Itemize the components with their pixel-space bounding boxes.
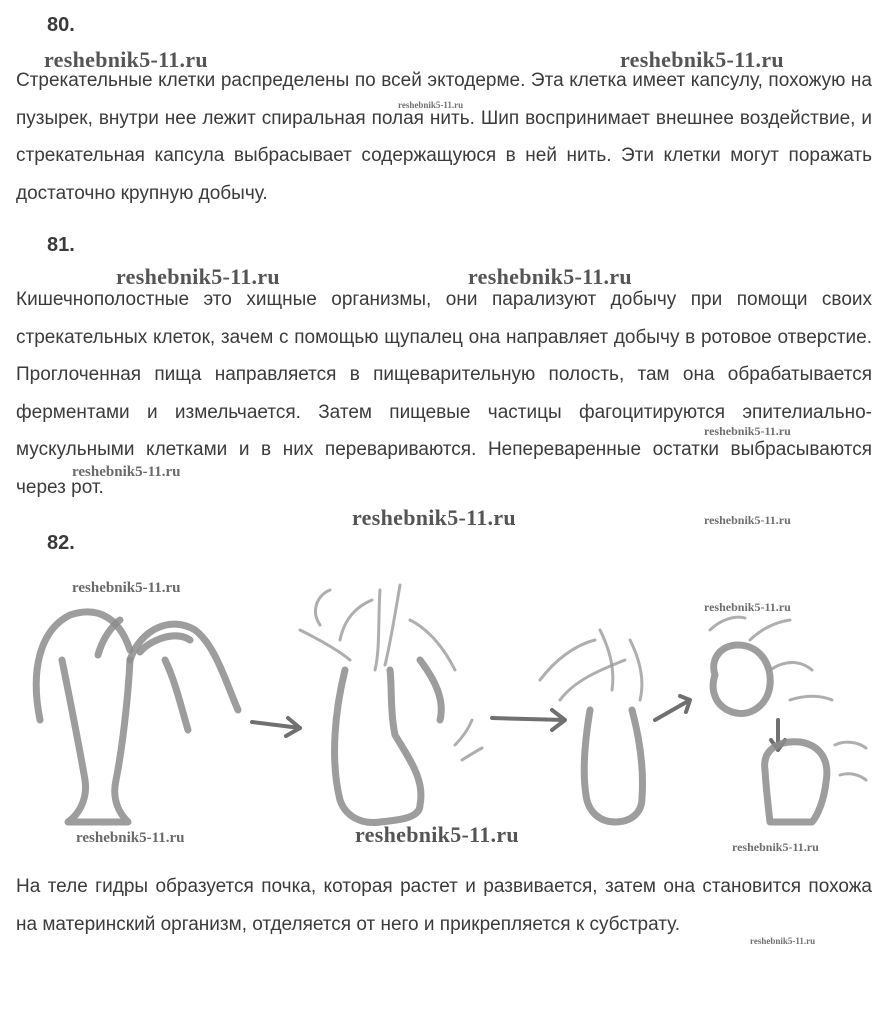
watermark: reshebnik5-11.ru: [704, 600, 791, 614]
watermark: reshebnik5-11.ru: [352, 505, 516, 530]
watermark: reshebnik5-11.ru: [398, 100, 464, 110]
hydra-stage-1: [36, 612, 238, 822]
watermark: reshebnik5-11.ru: [355, 822, 519, 847]
watermark: reshebnik5-11.ru: [44, 47, 208, 72]
watermark: reshebnik5-11.ru: [72, 464, 181, 480]
hydra-stage-2: [300, 585, 482, 823]
watermark: reshebnik5-11.ru: [468, 264, 632, 289]
answer-text-80: Стрекательные клетки распределены по всей эктодерме. Эта клетка имеет капсулу, похожую на пузырек, внутри нее лежит спиральная полая нить. Шип воспринимает внешнее воздействие, и стрекательная капсула выбрасывает содержащуюся в ней нить. Эти клетки могут поражать достаточно крупную добычу.: [16, 70, 872, 204]
watermark: reshebnik5-11.ru: [704, 424, 791, 438]
watermark: reshebnik5-11.ru: [72, 580, 181, 596]
answer-text-82: На теле гидры образуется почка, которая растет и развивается, затем она становится похожа на материнский организм, отделяется от него и прикрепляется к субстрату.: [16, 876, 872, 935]
task-number-80: 80.: [47, 14, 75, 36]
watermark: reshebnik5-11.ru: [116, 264, 280, 289]
task-number-82: 82.: [47, 532, 75, 554]
arrow-2: [492, 710, 565, 730]
task-number-81: 81.: [47, 234, 75, 256]
hydra-bud: [710, 617, 866, 822]
answer-text-81: Кишечнополостные это хищные организмы, они парализуют добычу при помощи своих стрекательных клеток, зачем с помощью щупалец она направляет добычу в ротовое отверстие. Проглоченная пища направляется в пищеварительную полость, там она обрабатывается ферментами и измельчается. Затем пищевые частицы фагоцитируются эпителиально-мускульными клетками и в них перевариваются. Непереваренные остатки выбрасываются через рот.: [16, 289, 872, 498]
arrow-1: [252, 718, 300, 736]
watermark: reshebnik5-11.ru: [704, 513, 791, 527]
arrow-3: [655, 696, 690, 720]
watermark: reshebnik5-11.ru: [76, 830, 185, 846]
watermark: reshebnik5-11.ru: [620, 47, 784, 72]
watermark: reshebnik5-11.ru: [732, 840, 819, 854]
watermark: reshebnik5-11.ru: [750, 936, 816, 946]
